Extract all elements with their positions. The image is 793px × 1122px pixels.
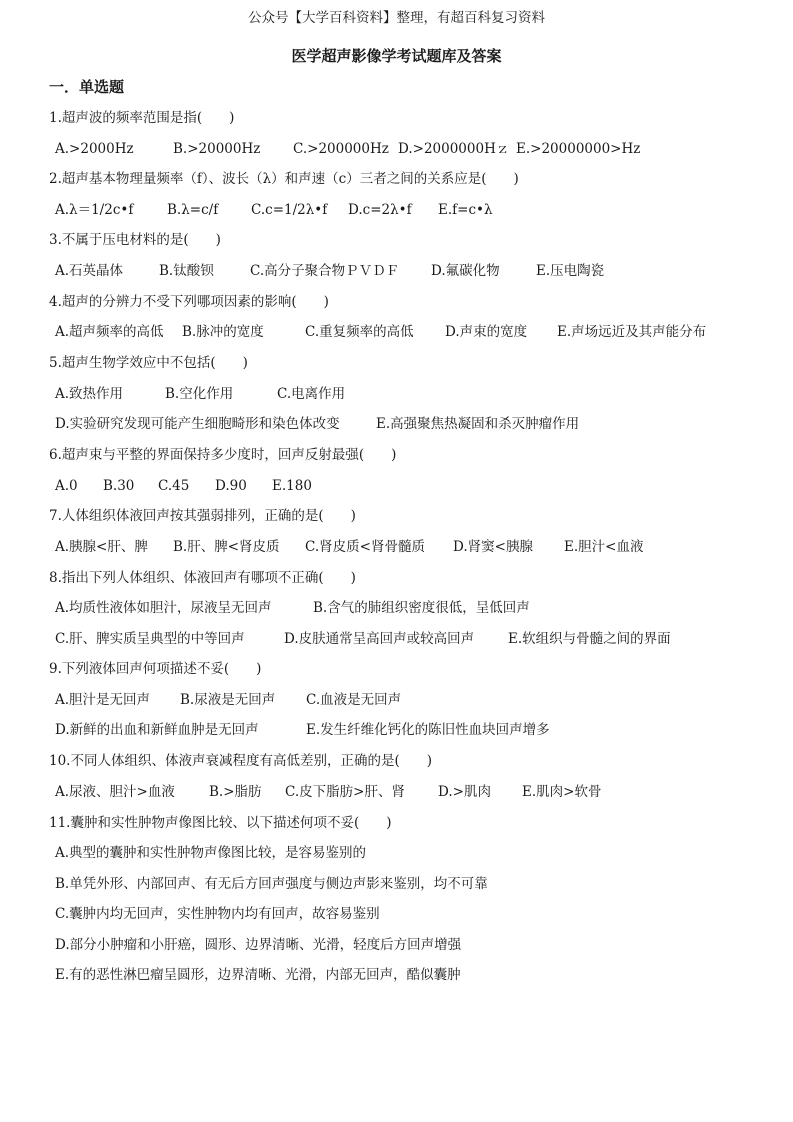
question-stem: 6.超声束与平整的界面保持多少度时，回声反射最强( ) (49, 447, 397, 463)
option: A.致热作用 (55, 386, 124, 402)
option: A.胰腺<肝、脾 (55, 539, 148, 555)
option: B.空化作用 (165, 386, 234, 402)
question-stem: 4.超声的分辨力不受下列哪项因素的影响( ) (49, 294, 329, 310)
option: A.石英晶体 (55, 263, 124, 279)
option: E.高强聚焦热凝固和杀灭肿瘤作用 (376, 416, 580, 432)
option: E.有的恶性淋巴瘤呈圆形，边界清晰、光滑，内部无回声，酷似囊肿 (55, 967, 461, 983)
option: B.含气的肺组织密度很低，呈低回声 (313, 600, 530, 616)
question-options (55, 845, 366, 861)
question-options (55, 906, 380, 922)
option: C.电离作用 (277, 386, 346, 402)
option: A.超声频率的高低 (55, 324, 164, 340)
document-title: 医学超声影像学考试题库及答案 (291, 47, 502, 65)
option: B.>20000Hz (173, 141, 261, 157)
option: D.c=2λ•f (348, 202, 412, 218)
question-stem: 1.超声波的频率范围是指( ) (49, 110, 235, 126)
option: E.肌肉>软骨 (522, 784, 602, 800)
option: C.高分子聚合物ＰＶＤＦ (250, 263, 400, 279)
option: C.囊肿内均无回声，实性肿物内均有回声，故容易鉴别 (55, 906, 380, 922)
question-options (55, 876, 488, 892)
option: B.>脂肪 (209, 784, 262, 800)
option: A.尿液、胆汁>血液 (55, 784, 175, 800)
question-stem: 2.超声基本物理量频率（f）、波长（λ）和声速（c）三者之间的关系应是( ) (49, 171, 519, 187)
question-stem: 8.指出下列人体组织、体液回声有哪项不正确( ) (49, 570, 356, 586)
question-stem: 7.人体组织体液回声按其强弱排列，正确的是( ) (49, 508, 356, 524)
option: E.180 (272, 478, 312, 494)
option: D.肾窦<胰腺 (453, 539, 533, 555)
option: C.>200000Hz (293, 141, 389, 157)
option: B.尿液是无回声 (180, 692, 276, 708)
question-stem: 11.囊肿和实性肿物声像图比较、以下描述何项不妥( ) (49, 815, 392, 831)
option: E.压电陶瓷 (536, 263, 605, 279)
option: D.部分小肿瘤和小肝癌，圆形、边界清晰、光滑，轻度后方回声增强 (55, 937, 462, 953)
option: D.声束的宽度 (445, 324, 528, 340)
option: D.皮肤通常呈高回声或较高回声 (284, 631, 475, 647)
option: A.典型的囊肿和实性肿物声像图比较，是容易鉴别的 (55, 845, 367, 861)
option: B.肝、脾<肾皮质 (173, 539, 280, 555)
option: B.λ=c/f (167, 202, 219, 218)
option: E.发生纤维化钙化的陈旧性血块回声增多 (306, 722, 550, 738)
question-stem: 5.超声生物学效应中不包括( ) (49, 355, 248, 371)
option: D.新鲜的出血和新鲜血肿是无回声 (55, 722, 259, 738)
option: C.肾皮质<肾骨髓质 (305, 539, 425, 555)
option: E.>20000000>Hz (516, 141, 641, 157)
option: A.0 (55, 478, 78, 494)
option: C.重复频率的高低 (305, 324, 414, 340)
option: A.>2000Hz (55, 141, 134, 157)
option: B.30 (103, 478, 135, 494)
option: E.f=c•λ (438, 202, 493, 218)
option: D.90 (215, 478, 247, 494)
question-stem: 3.不属于压电材料的是( ) (49, 232, 221, 248)
question-options (55, 967, 461, 983)
question-options (55, 937, 461, 953)
question-stem: 9.下列液体回声何项描述不妥( ) (49, 661, 262, 677)
option: A.λ＝1/2c•f (55, 202, 134, 218)
option: A.胆汁是无回声 (55, 692, 151, 708)
option: A.均质性液体如胆汁，尿液呈无回声 (55, 600, 272, 616)
option: D.实验研究发现可能产生细胞畸形和染色体改变 (55, 416, 340, 432)
option: C.肝、脾实质呈典型的中等回声 (55, 631, 245, 647)
option: C.c=1/2λ•f (251, 202, 328, 218)
question-stem: 10.不同人体组织、体液声衰减程度有高低差别，正确的是( ) (49, 753, 433, 769)
page-header: 公众号【大学百科资料】整理，有超百科复习资料 (248, 10, 545, 26)
option: D.>2000000Hｚ (398, 141, 510, 157)
option: B.单凭外形、内部回声、有无后方回声强度与侧边声影来鉴别，均不可靠 (55, 876, 488, 892)
option: E.胆汁<血液 (564, 539, 644, 555)
option: C.45 (158, 478, 190, 494)
option: B.脉冲的宽度 (182, 324, 264, 340)
option: D.氟碳化物 (431, 263, 500, 279)
option: C.血液是无回声 (306, 692, 402, 708)
option: D.>肌肉 (438, 784, 491, 800)
option: C.皮下脂肪>肝、肾 (285, 784, 405, 800)
section-heading: 一．单选题 (49, 78, 125, 96)
option: E.软组织与骨髓之间的界面 (508, 631, 671, 647)
option: E.声场远近及其声能分布 (557, 324, 707, 340)
option: B.钛酸钡 (159, 263, 214, 279)
